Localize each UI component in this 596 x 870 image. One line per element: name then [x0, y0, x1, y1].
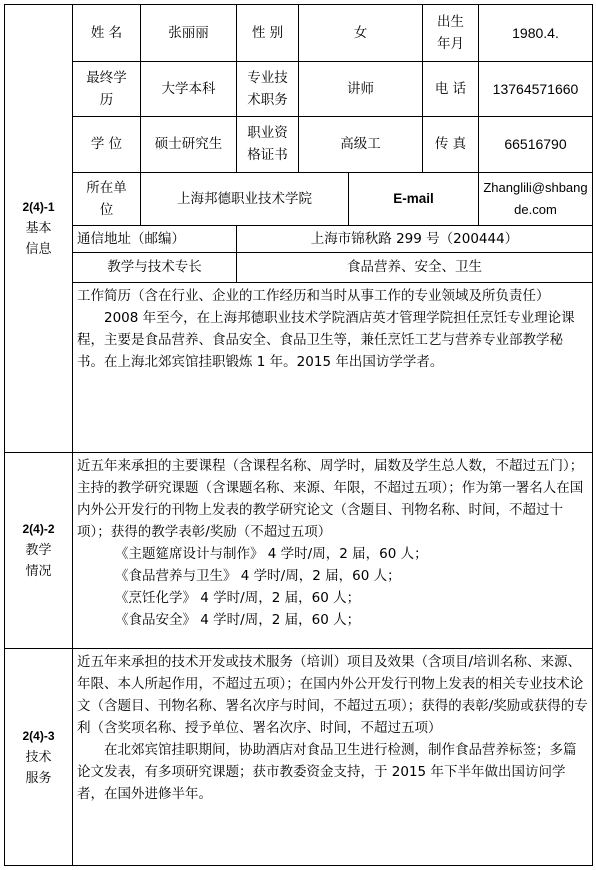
resume-body: 2008 年至今，在上海邦德职业技术学院酒店英才管理学院担任烹饪专业理论课程，主要是食品营养、食品安全、食品卫生等，兼任烹饪工艺与营养专业部教学秘书。在上海北郊宾馆挂职锻炼 1 年。2015 年出国访学学者。	[77, 309, 575, 370]
section-teaching-code: 2(4)-2	[22, 521, 55, 536]
section-tech	[5, 649, 73, 866]
row-resume	[5, 282, 593, 452]
expertise-label: 教学与技术专长	[73, 252, 237, 282]
section-teaching-title: 教学情况	[25, 542, 52, 579]
unit-label: 所在单位	[73, 172, 141, 225]
section-tech-code: 2(4)-3	[22, 728, 55, 743]
degree-value: 硕士研究生	[141, 117, 237, 172]
row-tech	[5, 649, 593, 866]
row-name	[5, 5, 593, 62]
address-value: 上海市锦秋路 299 号（200444）	[237, 225, 593, 252]
birth-label: 出生年月	[423, 5, 479, 62]
row-degree	[5, 117, 593, 172]
phone-value: 13764571660	[479, 62, 593, 117]
course-item: 《食品安全》 4 学时/周，2 届，60 人；	[115, 611, 361, 628]
birth-value: 1980.4.	[479, 5, 593, 62]
section-teaching	[5, 452, 73, 649]
name-label: 姓 名	[73, 5, 141, 62]
tech-cell	[73, 649, 593, 866]
section-basic	[5, 5, 73, 453]
course-item: 《主题筵席设计与制作》 4 学时/周，2 届，60 人；	[115, 545, 428, 562]
degree-label: 学 位	[73, 117, 141, 172]
fax-value: 66516790	[479, 117, 593, 172]
tech-body: 在北郊宾馆挂职期间，协助酒店对食品卫生进行检测，制作食品营养标签；多篇论文发表，有多项研究课题；获市教委资金支持，于 2015 年下半年做出国访问学者，在国外进修半年。	[77, 742, 577, 803]
gender-label: 性 别	[237, 5, 299, 62]
resume-heading: 工作简历（含在行业、企业的工作经历和当时从事工作的专业领域及所负责任）	[77, 287, 550, 304]
section-basic-code: 2(4)-1	[22, 199, 55, 214]
teaching-cell	[73, 452, 593, 649]
course-item: 《食品营养与卫生》 4 学时/周，2 届，60 人；	[115, 567, 401, 584]
address-label: 通信地址（邮编）	[73, 225, 237, 252]
email-value: Zhanglili@shbangde.com	[479, 172, 593, 225]
title-label: 专业技术职务	[237, 62, 299, 117]
gender-value: 女	[299, 5, 423, 62]
expertise-value: 食品营养、安全、卫生	[237, 252, 593, 282]
cert-label: 职业资格证书	[237, 117, 299, 172]
section-basic-title: 基本信息	[25, 220, 52, 257]
row-teaching	[5, 452, 593, 649]
teaching-heading: 近五年来承担的主要课程（含课程名称、周学时，届数及学生总人数，不超过五门）；主持的教学研究课题（含课题名称、来源、年限，不超过五项）；作为第一署名人在国内外公开发行的刊物上发表的教学研究论文（含题目、刊物名称、时间，不超过十项）；获得的教学表彰/奖励（不超过五项）	[77, 457, 584, 540]
row-address	[5, 225, 593, 252]
education-value: 大学本科	[141, 62, 237, 117]
row-unit	[5, 172, 593, 225]
cert-value: 高级工	[299, 117, 423, 172]
row-education	[5, 62, 593, 117]
phone-label: 电 话	[423, 62, 479, 117]
education-label: 最终学历	[73, 62, 141, 117]
name-value: 张丽丽	[141, 5, 237, 62]
fax-label: 传 真	[423, 117, 479, 172]
email-label: E-mail	[349, 172, 479, 225]
course-item: 《烹饪化学》 4 学时/周，2 届，60 人；	[115, 589, 361, 606]
title-value: 讲师	[299, 62, 423, 117]
section-tech-title: 技术服务	[25, 749, 52, 786]
info-form-table	[4, 4, 593, 866]
tech-heading: 近五年来承担的技术开发或技术服务（培训）项目及效果（含项目/培训名称、来源、年限、本人所起作用，不超过五项）；在国内外公开发行刊物上发表的相关专业技术论文（含题目、刊物名称、署名次序与时间，不超过五项）；获得的表彰/奖励或获得的专利（含奖项名称、授予单位、署名次序、时间，不超过五项）	[77, 654, 588, 737]
row-expertise	[5, 252, 593, 282]
resume-cell	[73, 282, 593, 452]
unit-value: 上海邦德职业技术学院	[141, 172, 349, 225]
